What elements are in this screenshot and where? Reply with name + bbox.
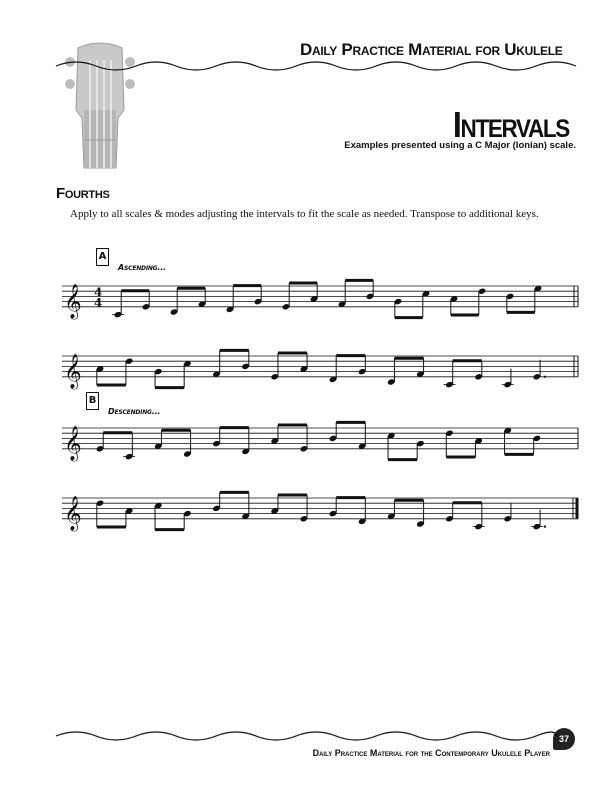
treble-clef-icon: 𝄞 (64, 425, 82, 461)
dot (544, 376, 546, 378)
chapter-title: Intervals (452, 104, 569, 145)
footer-text: Daily Practice Material for the Contemporary Ukulele Player (312, 748, 550, 758)
section-heading: Fourths (56, 185, 110, 202)
footer-wave-rule (56, 732, 556, 740)
exercise-a-label: A (96, 248, 109, 266)
treble-clef-icon: 𝄞 (64, 495, 82, 531)
time-signature-bottom: 4 (94, 295, 103, 310)
exercise-b-direction: Descending... (108, 407, 161, 416)
music-staves (62, 280, 578, 531)
exercise-b-label: B (86, 392, 99, 410)
time-signature-top: 4 (94, 285, 103, 300)
chapter-subtitle: Examples presented using a C Major (Ionian) scale. (344, 140, 576, 151)
dot (544, 525, 546, 527)
treble-clef-icon: 𝄞 (64, 283, 82, 319)
treble-clef-icon: 𝄞 (64, 353, 82, 389)
exercise-a-direction: Ascending... (118, 263, 166, 272)
book-title: Daily Practice Material for Ukulele (300, 40, 563, 59)
page-number-badge: 37 (553, 728, 575, 750)
section-intro: Apply to all scales & modes adjusting the intervals to fit the scale as needed. Transpose to additional keys. (70, 208, 539, 220)
